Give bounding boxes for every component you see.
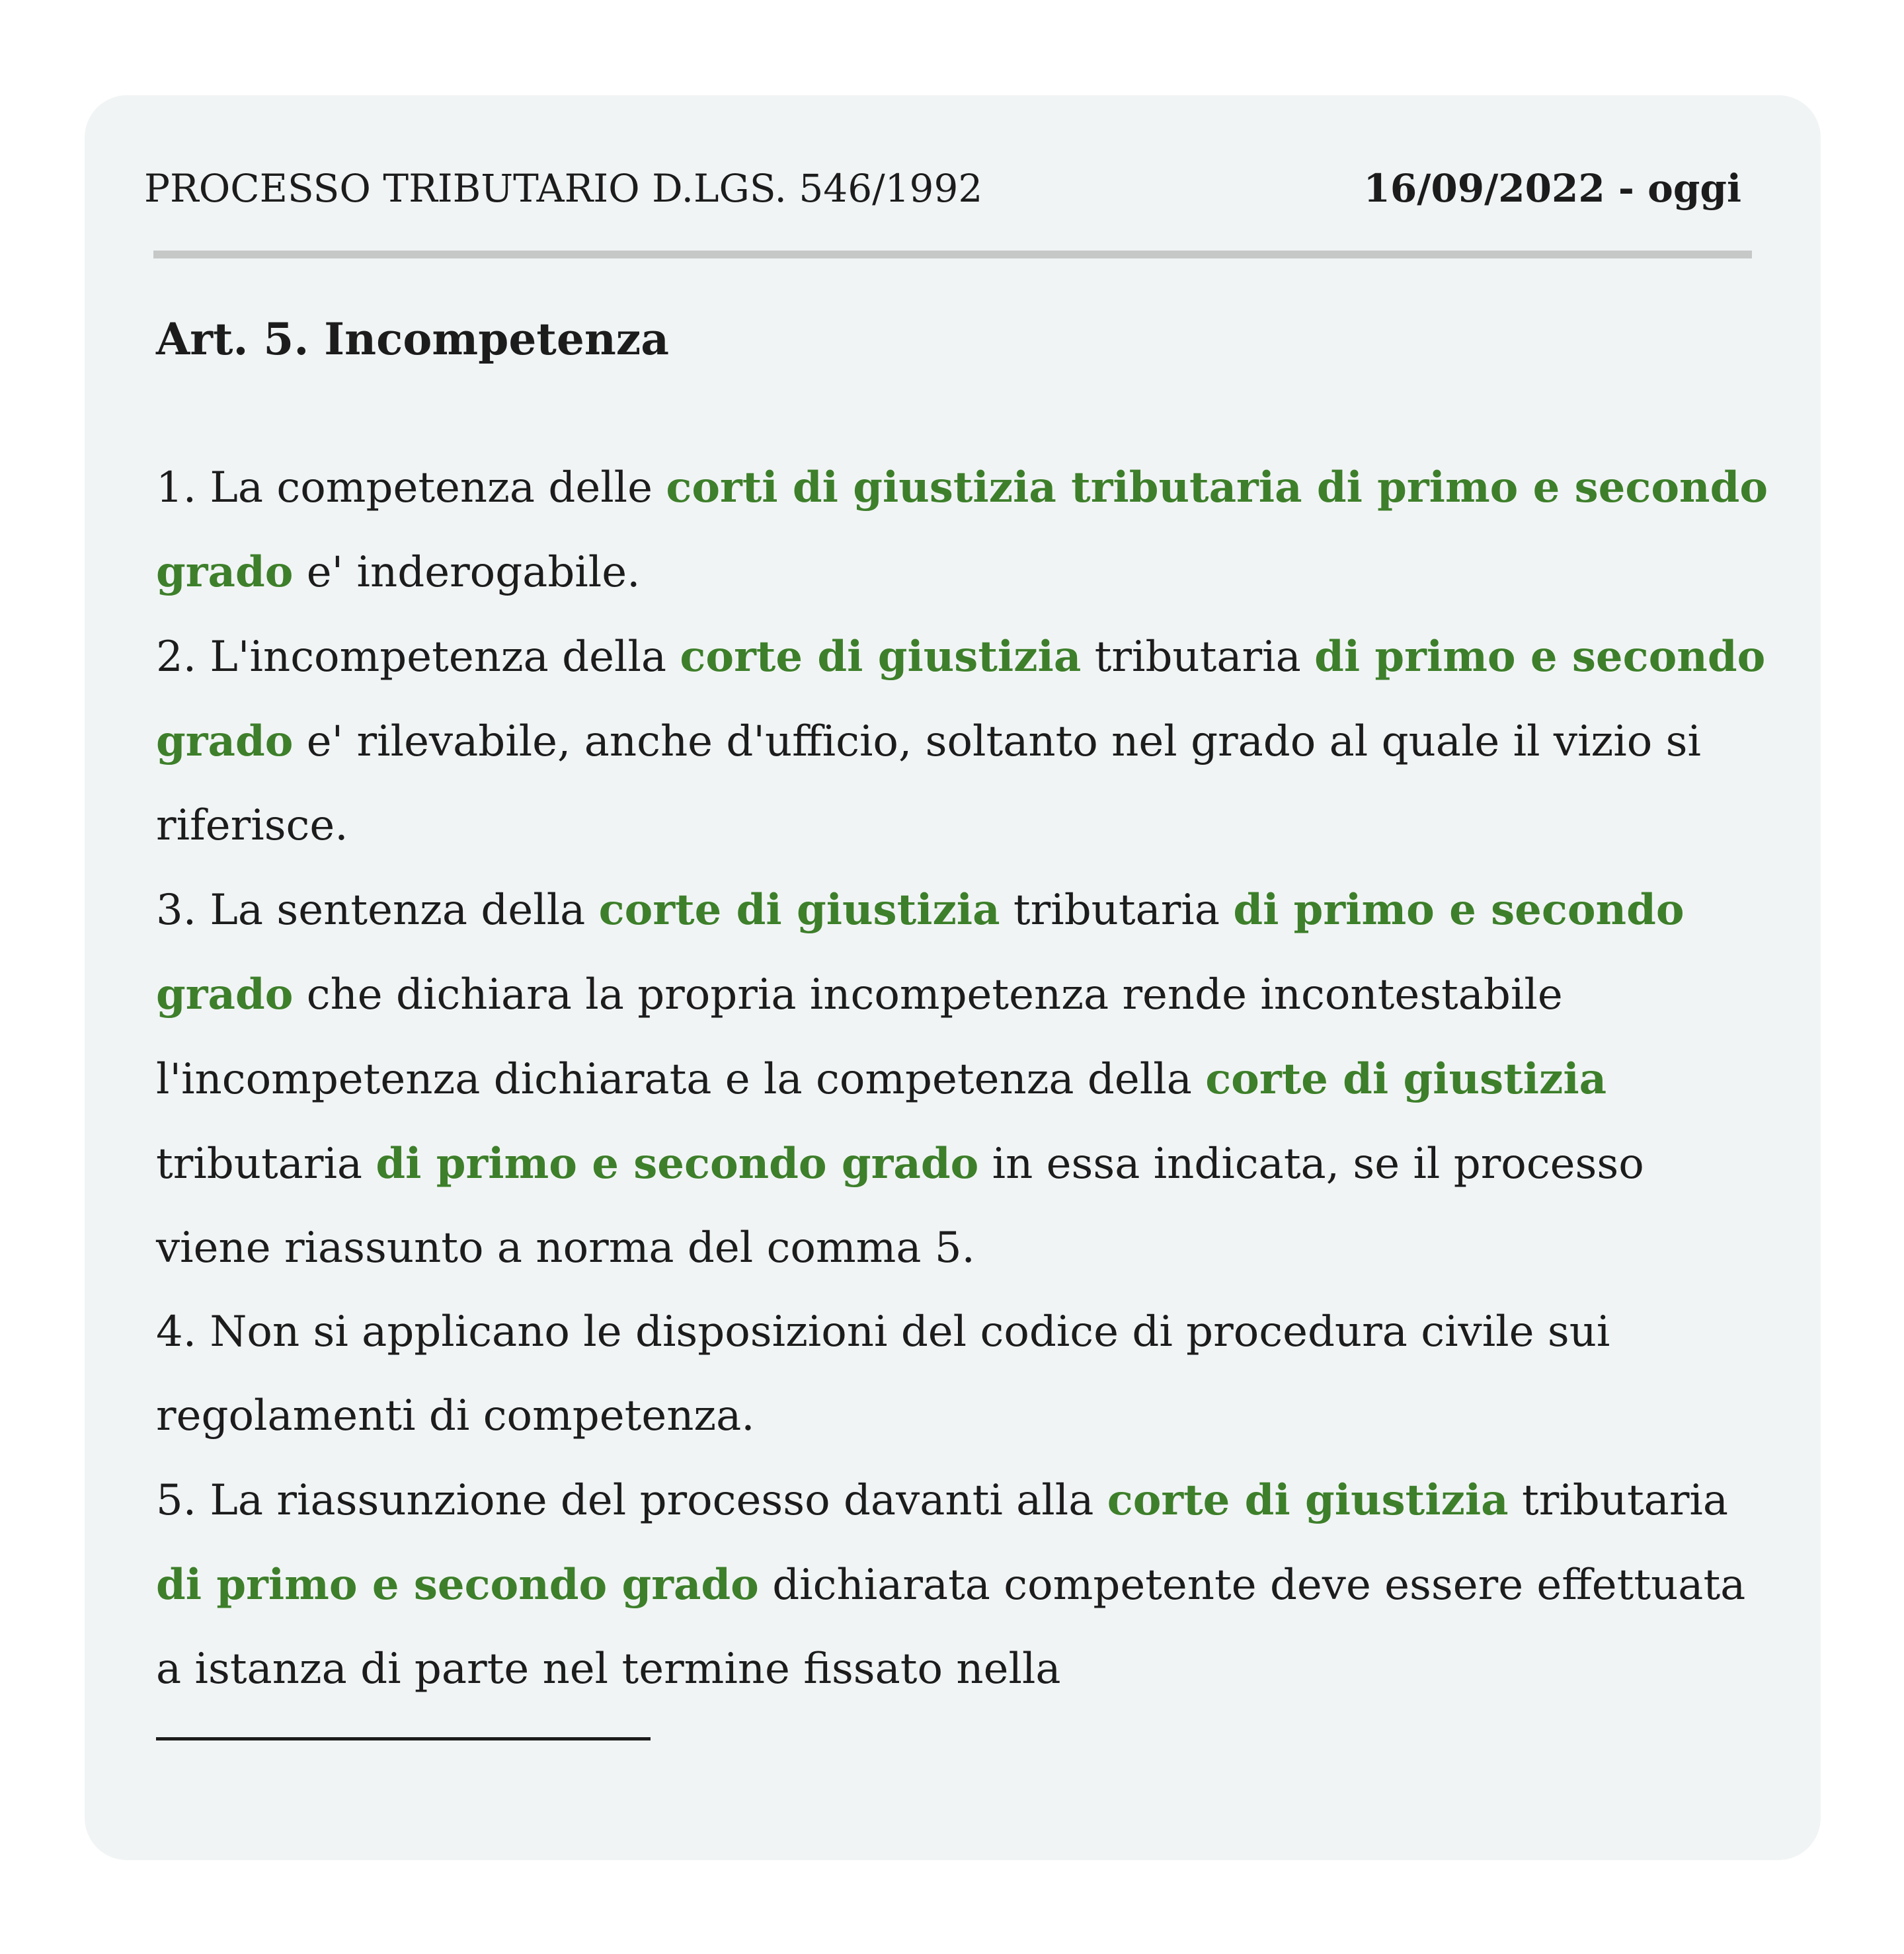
paragraph-4: [156, 1290, 1769, 1458]
body-text: dichiarata competente deve essere effettuata a istanza di parte nel termine fissato nella: [156, 1561, 1746, 1694]
body-text: 5. La riassunzione del processo davanti alla: [156, 1476, 1107, 1525]
body-text: e' rilevabile, anche d'ufficio, soltanto nel grado al quale il vizio si riferisce.: [156, 717, 1701, 850]
body-text: tributaria: [1508, 1476, 1729, 1525]
highlighted-term: corte di giustizia: [1205, 1054, 1607, 1104]
highlighted-term: corte di giustizia: [598, 885, 1000, 935]
body-text: che dichiara la propria incompetenza rende incontestabile l'incompetenza dichiarata e la competenza della: [156, 970, 1563, 1104]
highlighted-term: di primo e secondo grado: [376, 1139, 979, 1189]
body-text: 4. Non si applicano le disposizioni del codice di procedura civile sui regolamenti di competenza.: [156, 1308, 1610, 1440]
body-text: tributaria: [1000, 886, 1234, 935]
body-text: e' inderogabile.: [293, 548, 641, 597]
footnote-separator: [156, 1737, 651, 1740]
body-text: 1. La competenza delle: [156, 463, 666, 512]
validity-period: 16/09/2022 - oggi: [1363, 166, 1741, 211]
highlighted-term: di primo e secondo grado: [156, 1560, 759, 1610]
body-text: 3. La sentenza della: [156, 886, 599, 935]
header-divider: [153, 251, 1752, 258]
body-text: 2. L'incompetenza della: [156, 633, 680, 682]
body-text: tributaria: [1081, 633, 1315, 682]
law-title: PROCESSO TRIBUTARIO D.LGS. 546/1992: [144, 166, 983, 211]
body-text: in essa indicata, se il processo viene riassunto a norma del comma 5.: [156, 1140, 1644, 1272]
paragraph-3: [156, 868, 1769, 1290]
highlighted-term: di primo e secondo grado: [156, 885, 1685, 1019]
article-card: [85, 95, 1821, 1860]
document-header: [144, 159, 1741, 218]
article-body: [156, 446, 1769, 1711]
article-title: Art. 5. Incompetenza: [156, 313, 670, 365]
paragraph-1: [156, 446, 1769, 615]
highlighted-term: corte di giustizia: [680, 632, 1082, 682]
highlighted-term: corti di giustizia tributaria di primo e secondo grado: [156, 463, 1768, 597]
highlighted-term: corte di giustizia: [1107, 1475, 1509, 1525]
body-text: tributaria: [156, 1140, 376, 1189]
paragraph-2: [156, 615, 1769, 868]
highlighted-term: di primo e secondo grado: [156, 632, 1766, 766]
paragraph-5: [156, 1458, 1769, 1711]
